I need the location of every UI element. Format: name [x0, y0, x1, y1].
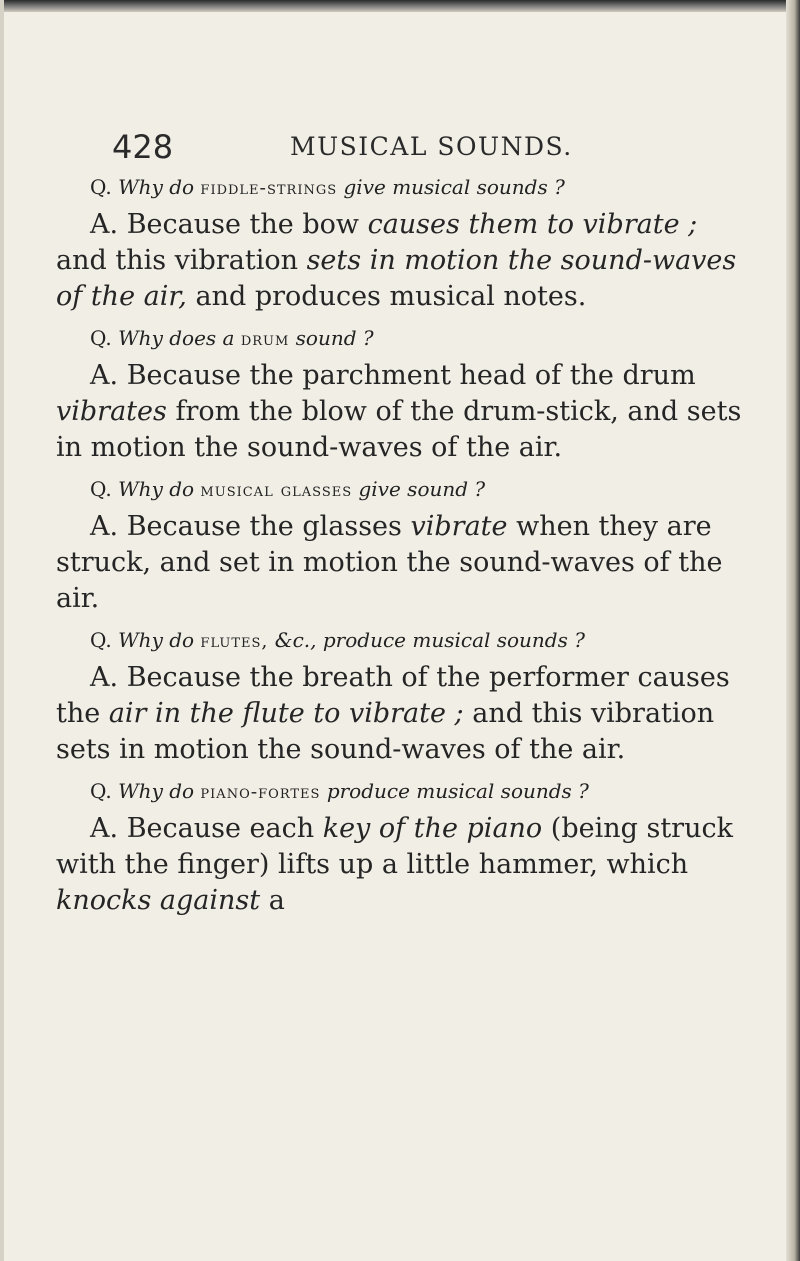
- answer-prefix: A.: [90, 813, 119, 844]
- answer-emphasis: vibrate: [410, 511, 508, 542]
- answer: [56, 660, 746, 768]
- answer: [56, 509, 746, 617]
- question-subject: drum: [240, 328, 290, 350]
- left-page-edge: [0, 0, 4, 1261]
- question-rest: give musical sounds ?: [343, 175, 565, 199]
- question-subject: piano-fortes: [200, 781, 321, 803]
- answer-emphasis: vibrates: [56, 396, 167, 427]
- question-rest: sound ?: [295, 326, 374, 350]
- question-why: Why do: [118, 628, 195, 652]
- question-why: Why do: [118, 779, 195, 803]
- question-prefix: Q.: [90, 779, 112, 803]
- running-head: MUSICAL SOUNDS.: [290, 132, 573, 161]
- question: [56, 627, 746, 655]
- answer-prefix: A.: [90, 662, 119, 693]
- question-subject: fiddle-strings: [200, 177, 338, 199]
- answer-emphasis: sets in motion the sound-waves of the air,: [56, 245, 737, 312]
- question-rest: &c., produce musical sounds ?: [274, 628, 585, 652]
- question-subject: flutes,: [200, 630, 269, 652]
- question: [56, 778, 746, 806]
- answer-prefix: A.: [90, 511, 119, 542]
- answer-text: Because the parchment head of the drum: [126, 360, 696, 391]
- answer-text: when they are struck, and set in motion the sound-waves of the air.: [56, 511, 723, 614]
- answer-prefix: A.: [90, 360, 119, 391]
- answer-text: Because the bow: [126, 209, 359, 240]
- question-why: Why do: [118, 175, 195, 199]
- answer-emphasis: causes them to vibrate ;: [367, 209, 698, 240]
- qa-entry-fiddle-strings: [56, 174, 746, 315]
- answer-text: Because the breath of the performer causes the: [56, 662, 730, 729]
- question-prefix: Q.: [90, 326, 112, 350]
- answer: [56, 207, 746, 315]
- top-page-edge: [0, 0, 800, 12]
- question-rest: produce musical sounds ?: [326, 779, 589, 803]
- question-prefix: Q.: [90, 175, 112, 199]
- answer-text: Because the glasses: [126, 511, 402, 542]
- answer-emphasis: key of the piano: [322, 813, 543, 844]
- right-page-edge: [786, 0, 800, 1261]
- question-subject: musical glasses: [200, 479, 353, 501]
- question-why: Why do: [118, 477, 195, 501]
- answer-text: and this vibration sets in motion the sound-waves of the air.: [56, 698, 715, 765]
- qa-entry-flutes: [56, 627, 746, 768]
- page-number: 428: [112, 128, 174, 166]
- qa-entry-piano-fortes: [56, 778, 746, 919]
- question: [56, 476, 746, 504]
- answer: [56, 811, 746, 919]
- answer-emphasis: knocks against: [56, 885, 261, 916]
- question-why: Why does a: [118, 326, 235, 350]
- answer: [56, 358, 746, 466]
- qa-entry-musical-glasses: [56, 476, 746, 617]
- question: [56, 325, 746, 353]
- question: [56, 174, 746, 202]
- answer-emphasis: air in the flute to vibrate ;: [108, 698, 464, 729]
- question-prefix: Q.: [90, 628, 112, 652]
- question-prefix: Q.: [90, 477, 112, 501]
- answer-text: (being struck with the finger) lifts up a little hammer, which: [56, 813, 733, 880]
- answer-text: Because each: [126, 813, 315, 844]
- page-body: [56, 174, 746, 929]
- qa-entry-drum: [56, 325, 746, 466]
- answer-text: a: [268, 885, 285, 916]
- answer-text: and this vibration: [56, 245, 298, 276]
- answer-prefix: A.: [90, 209, 119, 240]
- question-rest: give sound ?: [358, 477, 486, 501]
- answer-text: from the blow of the drum-stick, and sets in motion the sound-waves of the air.: [56, 396, 742, 463]
- page-header: [112, 128, 752, 168]
- answer-text: and produces musical notes.: [195, 281, 587, 312]
